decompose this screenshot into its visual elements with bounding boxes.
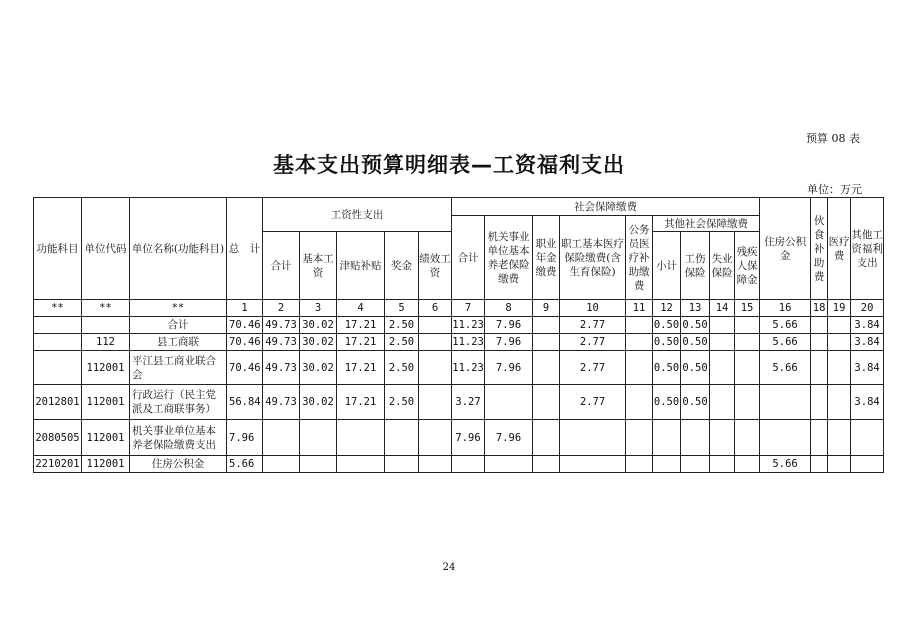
header-basic-wage: 基本工资 [300, 232, 337, 300]
unit-name-cell: 县工商联 [130, 334, 227, 351]
amount-cell [300, 456, 337, 473]
header-other-welfare: 其他工资福利支出 [851, 198, 884, 300]
amount-cell: 11.23 [452, 351, 485, 385]
unit-code-cell: 112001 [82, 351, 130, 385]
amount-cell [626, 420, 653, 456]
column-index-cell: 12 [653, 300, 681, 317]
amount-cell: 5.66 [760, 334, 811, 351]
amount-cell [533, 385, 560, 420]
amount-cell [710, 317, 735, 334]
func-subject-cell: 2210201 [34, 456, 82, 473]
amount-cell [626, 317, 653, 334]
amount-cell [419, 351, 452, 385]
amount-cell [681, 456, 710, 473]
amount-cell: 0.50 [681, 385, 710, 420]
header-social-sum: 合计 [452, 216, 485, 300]
column-index-cell: 6 [419, 300, 452, 317]
column-index-cell: 19 [828, 300, 851, 317]
amount-cell [533, 334, 560, 351]
column-index-cell: ** [82, 300, 130, 317]
amount-cell: 2.77 [560, 334, 626, 351]
header-wage-sum: 合计 [263, 232, 300, 300]
amount-cell [710, 351, 735, 385]
amount-cell: 17.21 [337, 334, 385, 351]
header-meal: 伙食补助费 [811, 198, 828, 300]
header-unit-code: 单位代码 [82, 198, 130, 300]
header-housing: 住房公积金 [760, 198, 811, 300]
amount-cell [735, 317, 760, 334]
amount-cell: 2.77 [560, 317, 626, 334]
amount-cell [626, 385, 653, 420]
amount-cell [735, 334, 760, 351]
unit-code-cell [82, 317, 130, 334]
column-index-cell: 20 [851, 300, 884, 317]
amount-cell [710, 420, 735, 456]
amount-cell [300, 420, 337, 456]
amount-cell [735, 456, 760, 473]
amount-cell: 3.84 [851, 317, 884, 334]
func-subject-cell: 2080505 [34, 420, 82, 456]
func-subject-cell [34, 334, 82, 351]
amount-cell: 17.21 [337, 317, 385, 334]
amount-cell [385, 420, 419, 456]
amount-cell: 7.96 [485, 420, 533, 456]
budget-table [33, 197, 884, 473]
amount-cell [626, 351, 653, 385]
amount-cell [419, 456, 452, 473]
amount-cell [533, 420, 560, 456]
column-index-cell: 15 [735, 300, 760, 317]
amount-cell [828, 456, 851, 473]
amount-cell: 0.50 [653, 334, 681, 351]
unit-code-cell: 112 [82, 334, 130, 351]
header-func-subject: 功能科目 [34, 198, 82, 300]
amount-cell: 56.84 [227, 385, 263, 420]
amount-cell [851, 420, 884, 456]
table-row [34, 351, 884, 385]
amount-cell: 3.84 [851, 334, 884, 351]
amount-cell [560, 456, 626, 473]
amount-cell: 70.46 [227, 351, 263, 385]
header-civil-medical: 公务员医疗补助缴费 [626, 216, 653, 300]
amount-cell [828, 420, 851, 456]
column-index-cell: 13 [681, 300, 710, 317]
table-row [34, 385, 884, 420]
header-other-sum: 小计 [653, 232, 681, 300]
amount-cell: 17.21 [337, 351, 385, 385]
column-index-cell: 4 [337, 300, 385, 317]
amount-cell: 30.02 [300, 317, 337, 334]
amount-cell [811, 351, 828, 385]
amount-cell: 5.66 [227, 456, 263, 473]
amount-cell [710, 385, 735, 420]
amount-cell: 7.96 [485, 317, 533, 334]
column-index-cell: 11 [626, 300, 653, 317]
amount-cell [760, 420, 811, 456]
column-index-cell: 2 [263, 300, 300, 317]
header-pension: 机关事业单位基本养老保险缴费 [485, 216, 533, 300]
header-annuity: 职业年金缴费 [533, 216, 560, 300]
amount-cell: 5.66 [760, 351, 811, 385]
amount-cell [735, 385, 760, 420]
amount-cell: 2.50 [385, 385, 419, 420]
column-index-cell: 16 [760, 300, 811, 317]
amount-cell: 30.02 [300, 351, 337, 385]
amount-cell [626, 456, 653, 473]
header-wage-group: 工资性支出 [263, 198, 452, 232]
unit-name-cell: 平江县工商业联合会 [130, 351, 227, 385]
amount-cell [811, 334, 828, 351]
amount-cell: 7.96 [485, 351, 533, 385]
amount-cell: 0.50 [681, 334, 710, 351]
amount-cell [760, 385, 811, 420]
header-med-fee: 医疗费 [828, 198, 851, 300]
amount-cell [811, 317, 828, 334]
table-row [34, 317, 884, 334]
header-social-group: 社会保障缴费 [452, 198, 760, 216]
amount-cell: 30.02 [300, 385, 337, 420]
unit-code-cell: 112001 [82, 385, 130, 420]
amount-cell [653, 420, 681, 456]
amount-cell [710, 456, 735, 473]
amount-cell [337, 456, 385, 473]
amount-cell [385, 456, 419, 473]
amount-cell: 0.50 [681, 317, 710, 334]
unit-name-cell: 行政运行（民主党派及工商联事务） [130, 385, 227, 420]
amount-cell: 2.77 [560, 385, 626, 420]
unit-name-cell: 合计 [130, 317, 227, 334]
column-index-cell: 7 [452, 300, 485, 317]
amount-cell [811, 420, 828, 456]
unit-name-cell: 机关事业单位基本养老保险缴费支出 [130, 420, 227, 456]
amount-cell [419, 420, 452, 456]
unit-name-cell: 住房公积金 [130, 456, 227, 473]
header-bonus: 奖金 [385, 232, 419, 300]
column-index-row [34, 300, 884, 317]
amount-cell: 2.77 [560, 351, 626, 385]
amount-cell [485, 385, 533, 420]
amount-cell [828, 317, 851, 334]
amount-cell [735, 420, 760, 456]
amount-cell [811, 385, 828, 420]
column-index-cell: 3 [300, 300, 337, 317]
amount-cell: 3.84 [851, 351, 884, 385]
header-medical: 职工基本医疗保险缴费(含生育保险) [560, 216, 626, 300]
amount-cell: 0.50 [653, 385, 681, 420]
amount-cell: 30.02 [300, 334, 337, 351]
amount-cell: 49.73 [263, 317, 300, 334]
amount-cell [828, 334, 851, 351]
amount-cell [263, 456, 300, 473]
amount-cell: 11.23 [452, 334, 485, 351]
amount-cell: 5.66 [760, 456, 811, 473]
amount-cell: 3.84 [851, 385, 884, 420]
unit-label: 单位：万元 [807, 183, 862, 196]
amount-cell [533, 317, 560, 334]
table-row [34, 456, 884, 473]
amount-cell: 0.50 [653, 351, 681, 385]
table-row [34, 420, 884, 456]
amount-cell [533, 351, 560, 385]
amount-cell: 0.50 [681, 351, 710, 385]
amount-cell: 11.23 [452, 317, 485, 334]
amount-cell: 7.96 [485, 334, 533, 351]
amount-cell [681, 420, 710, 456]
func-subject-cell [34, 317, 82, 334]
header-unit-name: 单位名称(功能科目) [130, 198, 227, 300]
amount-cell [485, 456, 533, 473]
header-disability: 残疾人保障金 [735, 232, 760, 300]
amount-cell [263, 420, 300, 456]
amount-cell: 0.50 [653, 317, 681, 334]
column-index-cell: ** [130, 300, 227, 317]
unit-code-cell: 112001 [82, 456, 130, 473]
amount-cell [533, 456, 560, 473]
amount-cell: 2.50 [385, 334, 419, 351]
amount-cell [851, 456, 884, 473]
amount-cell [653, 456, 681, 473]
amount-cell: 49.73 [263, 351, 300, 385]
amount-cell [560, 420, 626, 456]
amount-cell: 3.27 [452, 385, 485, 420]
amount-cell: 5.66 [760, 317, 811, 334]
amount-cell [828, 385, 851, 420]
func-subject-cell: 2012801 [34, 385, 82, 420]
header-performance: 绩效工资 [419, 232, 452, 300]
amount-cell: 2.50 [385, 317, 419, 334]
column-index-cell: 1 [227, 300, 263, 317]
amount-cell: 49.73 [263, 334, 300, 351]
column-index-cell: 5 [385, 300, 419, 317]
header-total: 总 计 [227, 198, 263, 300]
header-unemployment: 失业保险 [710, 232, 735, 300]
column-index-cell: 10 [560, 300, 626, 317]
header-allowance: 津贴补贴 [337, 232, 385, 300]
amount-cell: 49.73 [263, 385, 300, 420]
amount-cell [337, 420, 385, 456]
amount-cell: 7.96 [227, 420, 263, 456]
form-number: 预算 08 表 [806, 132, 860, 145]
column-index-cell: 14 [710, 300, 735, 317]
amount-cell [452, 456, 485, 473]
amount-cell: 70.46 [227, 317, 263, 334]
amount-cell [419, 317, 452, 334]
header-other-group: 其他社会保障缴费 [653, 216, 760, 232]
page-title: 基本支出预算明细表—工资福利支出 [273, 153, 625, 177]
amount-cell: 70.46 [227, 334, 263, 351]
amount-cell [710, 334, 735, 351]
amount-cell [735, 351, 760, 385]
table-row [34, 334, 884, 351]
amount-cell: 7.96 [452, 420, 485, 456]
amount-cell [828, 351, 851, 385]
column-index-cell: 8 [485, 300, 533, 317]
header-injury: 工伤保险 [681, 232, 710, 300]
amount-cell [626, 334, 653, 351]
amount-cell [419, 334, 452, 351]
amount-cell: 2.50 [385, 351, 419, 385]
column-index-cell: 18 [811, 300, 828, 317]
page-number: 24 [442, 562, 456, 573]
unit-code-cell: 112001 [82, 420, 130, 456]
func-subject-cell [34, 351, 82, 385]
column-index-cell: ** [34, 300, 82, 317]
column-index-cell: 9 [533, 300, 560, 317]
amount-cell [811, 456, 828, 473]
amount-cell: 17.21 [337, 385, 385, 420]
amount-cell [419, 385, 452, 420]
